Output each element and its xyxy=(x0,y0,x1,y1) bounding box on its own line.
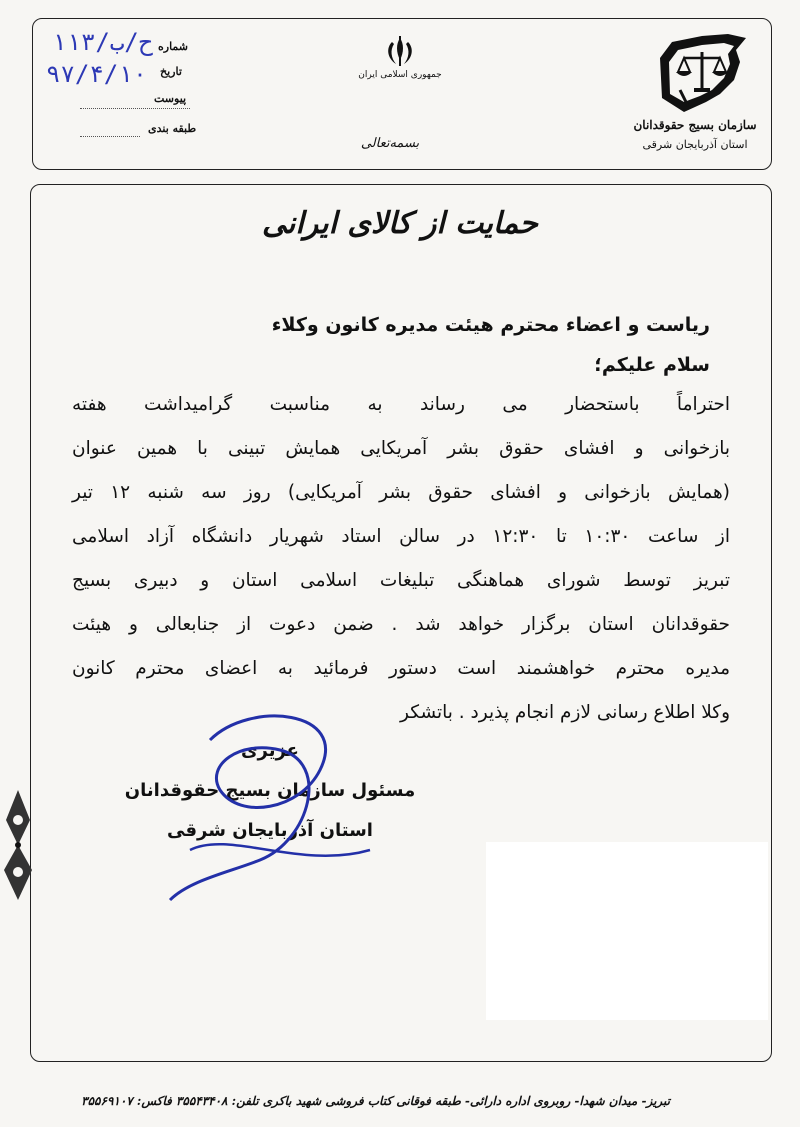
decorative-ornament-icon xyxy=(0,790,36,900)
date-value: ۹۷/۴/۱۰ xyxy=(46,60,148,88)
number-label: شماره xyxy=(158,40,189,53)
classification-label: طبقه بندی xyxy=(148,122,197,135)
body-line: وکلا اطلاع رسانی لازم انجام پذیرد . باتشکر xyxy=(400,702,730,723)
classification-line xyxy=(80,136,140,137)
signer-title: مسئول سازمان بسیج حقوقدانان xyxy=(124,780,416,801)
number-value: ۱۱۳/ح/ب xyxy=(52,28,154,56)
body-line: حقوقدانان استان برگزار خواهد شد . ضمن دعوت از جنابعالی و هیئت xyxy=(72,614,730,635)
slogan: حمایت از کالای ایرانی xyxy=(262,206,538,241)
bismillah: بسمه‌تعالی xyxy=(360,136,420,151)
body-line: تبریز توسط شورای هماهنگی تبلیغات اسلامی استان و دبیری بسیج xyxy=(72,570,730,591)
attachment-line xyxy=(80,108,190,109)
redacted-region xyxy=(486,842,768,1020)
signer-province: استان آذربایجان شرقی xyxy=(167,820,373,841)
body-line: مدیره محترم خواهشمند است دستور فرمائید به اعضای محترم کانون xyxy=(72,658,730,679)
attachment-label: پیوست xyxy=(154,92,187,105)
greeting: سلام علیکم؛ xyxy=(594,354,710,376)
republic-caption: جمهوری اسلامی ایران xyxy=(358,70,442,80)
organization-name: سازمان بسیج حقوقدانان xyxy=(633,118,757,132)
iran-emblem-icon xyxy=(378,36,422,68)
footer-address: تبریز- میدان شهدا- روبروی اداره دارائی- طبقه فوقانی کتاب فروشی شهید باکری تلفن: ۳۵۵۴۳۴۰۸ فاکس: ۳۵۵۶۹۱۰۷ xyxy=(81,1094,670,1108)
body-line: بازخوانی و افشای حقوق بشر آمریکایی همایش تبینی با همین عنوان xyxy=(72,438,730,459)
addressee: ریاست و اعضاء محترم هیئت مدیره کانون وکلاء xyxy=(271,314,710,336)
body-line: از ساعت ۱۰:۳۰ تا ۱۲:۳۰ در سالن استاد شهریار دانشگاه آزاد اسلامی xyxy=(72,526,731,547)
date-label: تاریخ xyxy=(160,65,182,78)
organization-province: استان آذربایجان شرقی xyxy=(642,138,748,151)
justice-scales-logo-icon xyxy=(650,28,750,118)
signer-name: عزیزی xyxy=(241,740,299,761)
body-line: احتراماً باستحضار می رساند به مناسبت گرامیداشت هفته xyxy=(72,394,730,415)
body-line: (همایش بازخوانی و افشای حقوق بشر آمریکایی) روز سه شنبه ۱۲ تیر xyxy=(72,482,730,503)
handwritten-signature xyxy=(150,700,390,910)
